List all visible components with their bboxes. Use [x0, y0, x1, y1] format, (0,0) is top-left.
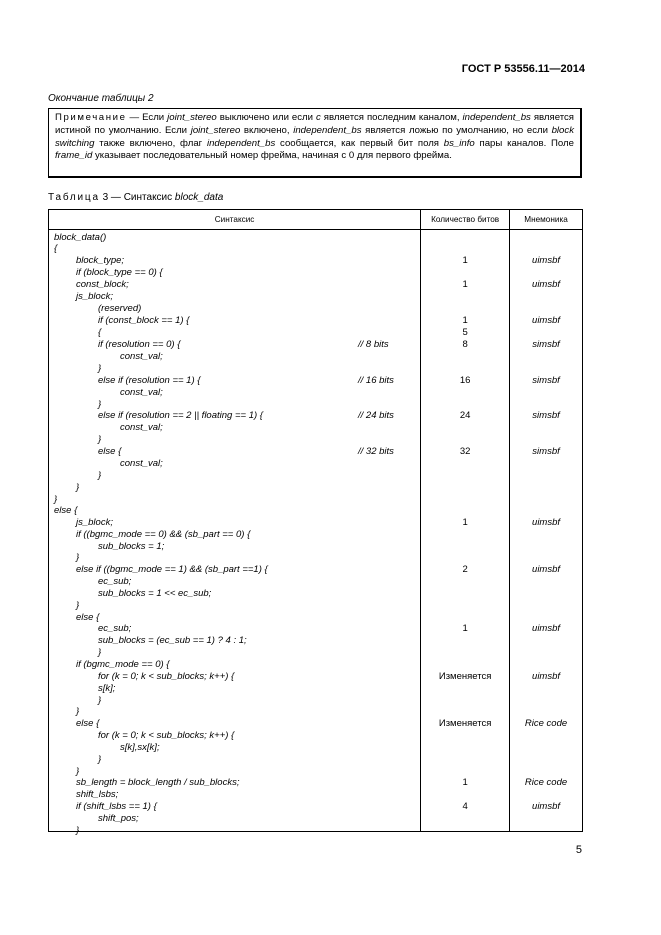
- mnemonic-value: uimsbf: [532, 564, 561, 575]
- code-line: }: [54, 494, 58, 505]
- code-line: const_val;: [120, 387, 163, 398]
- bits-value: 4: [462, 801, 468, 812]
- note-text: пары каналов. Поле: [474, 137, 574, 149]
- mnemonic-value: uimsbf: [532, 517, 561, 528]
- code-line: const_val;: [120, 458, 163, 469]
- note-text: включено,: [240, 124, 294, 136]
- note-term: independent_bs: [206, 137, 276, 149]
- mnemonic-value: simsbf: [532, 339, 560, 350]
- code-line: }: [76, 706, 80, 717]
- note-text: —: [126, 112, 143, 123]
- bits-value: 16: [459, 375, 471, 386]
- table-caption-label: Таблица: [48, 192, 100, 203]
- note-text: выключено или если: [216, 112, 317, 123]
- bits-cell: [421, 230, 510, 832]
- note-text: является ложью по умолчанию, но если: [361, 124, 552, 136]
- note-term: c: [316, 112, 321, 123]
- bits-value: 1: [462, 279, 468, 290]
- code-line: else if ((bgmc_mode == 1) && (sb_part ==1) {: [76, 564, 268, 575]
- code-line: }: [76, 766, 80, 777]
- code-line: {: [98, 327, 102, 338]
- table-caption-number: 3 — Синтаксис: [99, 192, 175, 203]
- code-line: if (const_block == 1) {: [98, 315, 190, 326]
- note-term: frame_id: [55, 150, 93, 162]
- mnemonic-value: simsbf: [532, 410, 560, 421]
- note-label: Примечание: [55, 112, 127, 123]
- code-line: if (shift_lsbs == 1) {: [76, 801, 157, 812]
- code-line: shift_pos;: [98, 813, 139, 824]
- bits-value: 1: [462, 315, 468, 326]
- mnemonic-value: simsbf: [532, 375, 560, 386]
- mnemonic-value: Rice code: [524, 777, 568, 788]
- code-line: if (bgmc_mode == 0) {: [76, 659, 170, 670]
- syntax-table: [48, 209, 583, 836]
- code-line: }: [98, 470, 102, 481]
- code-line: s[k];: [98, 683, 116, 694]
- code-line: else {: [98, 446, 122, 457]
- bits-value: 24: [459, 410, 471, 421]
- table-caption-name: block_data: [174, 192, 224, 203]
- note-text: Если: [142, 112, 168, 123]
- code-line: }: [98, 695, 102, 706]
- bits-value: 1: [462, 255, 468, 266]
- mnemonic-value: simsbf: [532, 446, 560, 457]
- mnemonic-value: uimsbf: [532, 315, 561, 326]
- code-line: js_block;: [76, 291, 113, 302]
- code-line: sub_blocks = (ec_sub == 1) ? 4 : 1;: [98, 635, 247, 646]
- column-header-bits: Количество битов: [421, 210, 510, 230]
- mnemonic-value: Rice code: [524, 718, 568, 729]
- code-comment: // 24 bits: [358, 410, 394, 421]
- note-text: сообщается, как первый бит поля: [275, 137, 444, 149]
- note-term: block switching: [55, 124, 574, 149]
- bits-value: 8: [462, 339, 468, 350]
- code-line: ec_sub;: [98, 623, 132, 634]
- bits-value: 1: [462, 517, 468, 528]
- code-line: else if (resolution == 1) {: [98, 375, 201, 386]
- code-line: const_val;: [120, 351, 163, 362]
- code-line: }: [98, 754, 102, 765]
- code-comment: // 8 bits: [358, 339, 389, 350]
- bits-value: Изменяется: [438, 671, 492, 682]
- note-box: [48, 108, 582, 178]
- code-line: }: [98, 647, 102, 658]
- bits-value: Изменяется: [438, 718, 492, 729]
- mnemonic-value: uimsbf: [532, 671, 561, 682]
- column-header-mnemonic: Мнемоника: [510, 210, 583, 230]
- code-line: block_type;: [76, 255, 125, 266]
- code-line: (reserved): [98, 303, 142, 314]
- mnemonic-value: uimsbf: [532, 279, 561, 290]
- code-line: for (k = 0; k < sub_blocks; k++) {: [98, 730, 235, 741]
- bits-value: 2: [462, 564, 468, 575]
- code-line: js_block;: [76, 517, 113, 528]
- mnemonic-cell: [510, 230, 583, 832]
- code-line: }: [76, 482, 80, 493]
- syntax-cell: [49, 230, 421, 836]
- note-text: также включено, флаг: [94, 137, 207, 149]
- table-continuation-label: Окончание таблицы 2: [48, 93, 154, 104]
- table-caption: [48, 192, 223, 203]
- note-term: joint_stereo: [190, 124, 241, 136]
- code-line: }: [98, 363, 102, 374]
- note-text: является последним каналом,: [320, 112, 463, 123]
- mnemonic-value: uimsbf: [532, 801, 561, 812]
- code-line: }: [98, 434, 102, 445]
- code-line: sub_blocks = 1 << ec_sub;: [98, 588, 212, 599]
- code-line: ec_sub;: [98, 576, 132, 587]
- note-term: independent_bs: [293, 124, 362, 136]
- code-comment: // 32 bits: [358, 446, 394, 457]
- bits-value: 5: [462, 327, 468, 338]
- code-comment: // 16 bits: [358, 375, 394, 386]
- code-line: sb_length = block_length / sub_blocks;: [76, 777, 240, 788]
- code-line: for (k = 0; k < sub_blocks; k++) {: [98, 671, 235, 682]
- code-line: }: [98, 399, 102, 410]
- bits-value: 1: [462, 623, 468, 634]
- code-line: sub_blocks = 1;: [98, 541, 165, 552]
- page-number: 5: [575, 844, 582, 856]
- code-line: else {: [54, 505, 78, 516]
- code-line: shift_lsbs;: [76, 789, 119, 800]
- code-line: }: [76, 825, 80, 836]
- note-term: joint_stereo: [167, 112, 217, 123]
- code-line: const_val;: [120, 422, 163, 433]
- note-text: является истиной по умолчанию. Если: [55, 112, 574, 136]
- note-text: указывает последовательный номер фрейма, начиная с 0 для первого фрейма.: [92, 150, 452, 162]
- code-line: if (block_type == 0) {: [76, 267, 163, 278]
- code-line: }: [76, 600, 80, 611]
- bits-value: 32: [459, 446, 471, 457]
- mnemonic-value: uimsbf: [532, 623, 561, 634]
- code-line: else {: [76, 718, 100, 729]
- mnemonic-value: uimsbf: [532, 255, 561, 266]
- code-line: block_data(): [54, 232, 107, 243]
- code-line: const_block;: [76, 279, 129, 290]
- note-term: independent_bs: [462, 112, 531, 123]
- code-line: if (resolution == 0) {: [98, 339, 181, 350]
- document-header: ГОСТ Р 53556.11—2014: [461, 63, 585, 75]
- code-line: }: [76, 552, 80, 563]
- code-line: s[k],sx[k];: [120, 742, 160, 753]
- code-line: if ((bgmc_mode == 0) && (sb_part == 0) {: [76, 529, 251, 540]
- note-term: bs_info: [443, 137, 475, 149]
- code-line: else {: [76, 612, 100, 623]
- code-line: else if (resolution == 2 || floating == 1) {: [98, 410, 263, 421]
- column-header-syntax: Синтаксис: [49, 210, 421, 230]
- bits-value: 1: [462, 777, 468, 788]
- code-line: {: [54, 243, 58, 254]
